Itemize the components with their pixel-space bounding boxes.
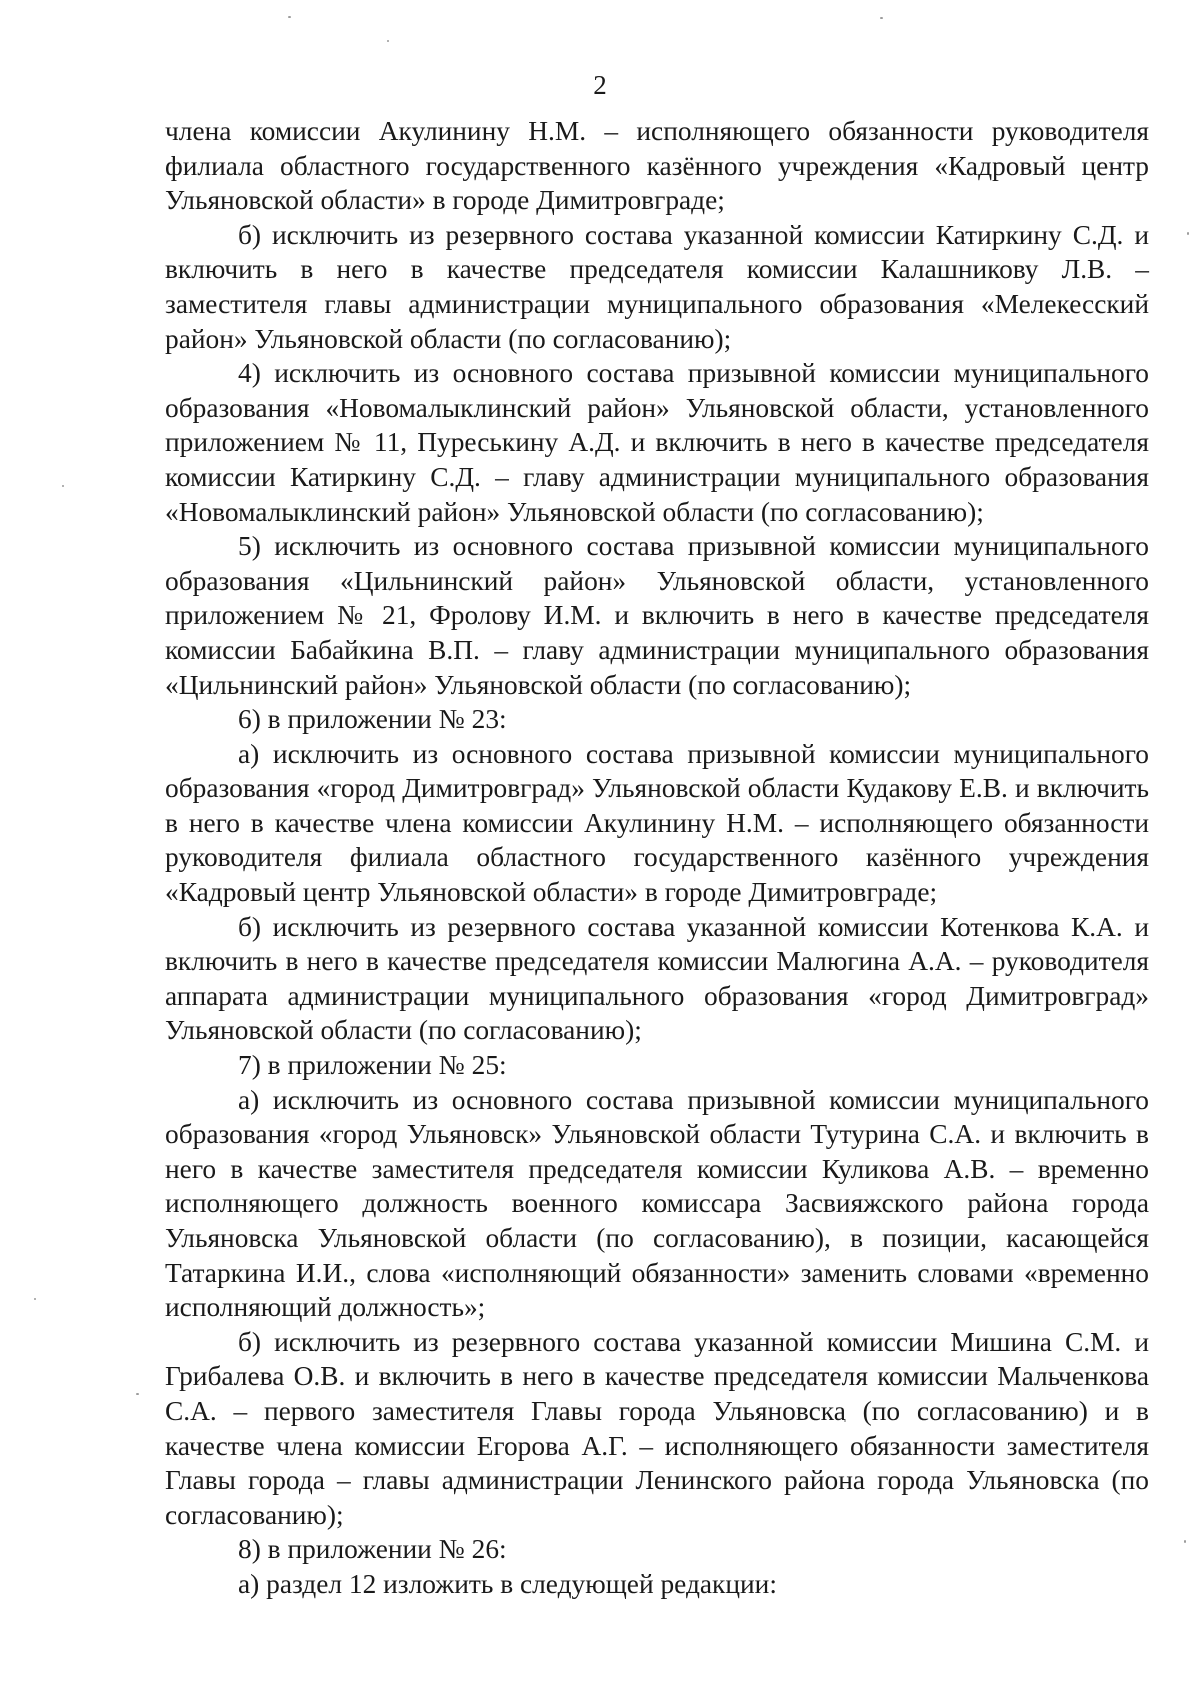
- paragraph: б) исключить из резервного состава указанной комиссии Катиркину С.Д. и включить в него в качестве председателя комиссии Калашникову Л.В. – заместителя главы администрации муниципального образования «Мелекесский район» Ульяновской области (по согласованию);: [165, 219, 1149, 354]
- document-body: [165, 114, 1149, 1602]
- scan-speck: [34, 1298, 36, 1300]
- scan-speck: [880, 17, 883, 19]
- scan-speck: [288, 16, 291, 18]
- paragraph: а) исключить из основного состава призывной комиссии муниципального образования «город Димитровград» Ульяновской области Кудакову Е.В. и включить в него в качестве члена комиссии Акулинину Н.М. – исполняющего обязанности руководителя филиала областного государственного казённого учреждения «Кадровый центр Ульяновской области» в городе Димитровграде;: [165, 738, 1149, 908]
- paragraph: б) исключить из резервного состава указанной комиссии Мишина С.М. и Грибалева О.В. и включить в него в качестве председателя комиссии Мальченкова С.А. – первого заместителя Главы города Ульяновска (по согласованию) и в качестве члена комиссии Егорова А.Г. – исполняющего обязанности заместителя Главы города – главы администрации Ленинского района города Ульяновска (по согласованию);: [165, 1326, 1149, 1530]
- scan-speck: [1187, 232, 1189, 235]
- scan-speck: [387, 40, 389, 42]
- paragraph: а) раздел 12 изложить в следующей редакции:: [238, 1568, 777, 1599]
- paragraph: 8) в приложении № 26:: [238, 1534, 507, 1565]
- paragraph: а) исключить из основного состава призывной комиссии муниципального образования «город Ульяновск» Ульяновской области Тутурина С.А. и включить в него в качестве заместителя председателя комиссии Куликова А.В. – временно исполняющего должность военного комиссара Засвияжского района города Ульяновска Ульяновской области (по согласованию), в позиции, касающейся Татаркина И.И., слова «исполняющий обязанности» заменить словами «временно исполняющий должность»;: [165, 1084, 1149, 1323]
- paragraph: 5) исключить из основного состава призывной комиссии муниципального образования «Цильнинский район» Ульяновской области, установленного приложением № 21, Фролову И.М. и включить в него в качестве председателя комиссии Бабайкина В.П. – главу администрации муниципального образования «Цильнинский район» Ульяновской области (по согласованию);: [165, 531, 1149, 700]
- scan-speck: [62, 485, 64, 487]
- paragraph: 7) в приложении № 25:: [238, 1050, 507, 1081]
- page-number: 2: [593, 70, 607, 100]
- paragraph: 6) в приложении № 23:: [238, 704, 507, 735]
- paragraph: б) исключить из резервного состава указанной комиссии Котенкова К.А. и включить в него в качестве председателя комиссии Малюгина А.А. – руководителя аппарата администрации муниципального образования «город Димитровград» Ульяновской области (по согласованию);: [165, 911, 1149, 1046]
- paragraph: члена комиссии Акулинину Н.М. – исполняющего обязанности руководителя филиала областного государственного казённого учреждения «Кадровый центр Ульяновской области» в городе Димитровграде;: [165, 116, 1149, 216]
- scan-speck: [136, 1393, 139, 1395]
- scan-speck: [1184, 1540, 1186, 1543]
- paragraph: 4) исключить из основного состава призывной комиссии муниципального образования «Новомалыклинский район» Ульяновской области, установленного приложением № 11, Пуреськину А.Д. и включить в него в качестве председателя комиссии Катиркину С.Д. – главу администрации муниципального образования «Новомалыклинский район» Ульяновской области (по согласованию);: [165, 358, 1149, 527]
